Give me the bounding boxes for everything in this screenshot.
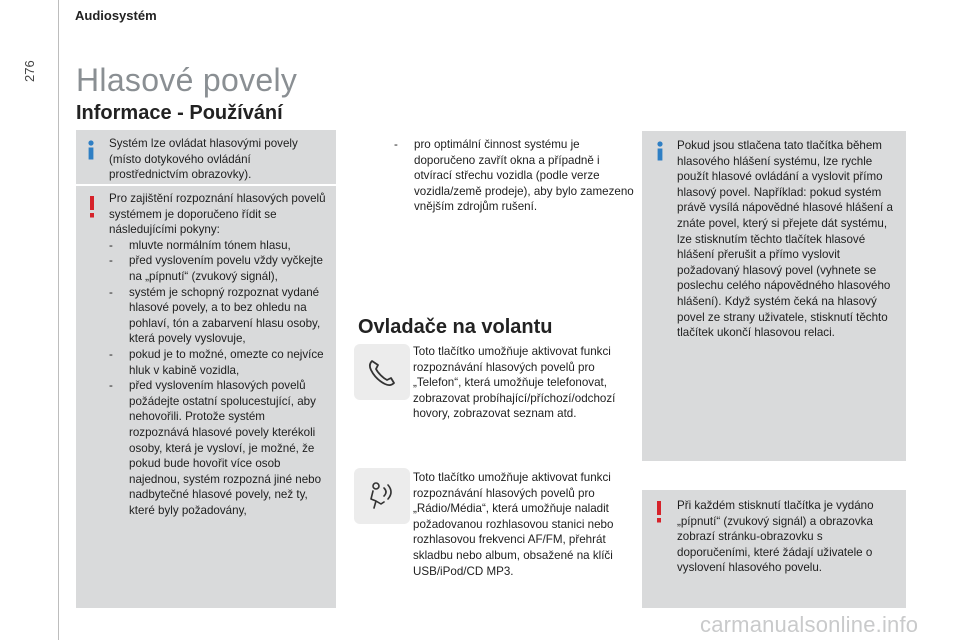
info-icon [84,140,98,160]
info-text: Systém lze ovládat hlasovými povely (místo dotykového ovládání prostřednictvím obrazovky). [109,137,298,182]
warning-block [109,191,327,518]
list-item-text: před vyslovením povelu vždy vyčkejte na „pípnutí“ (zvukový signál), [129,254,323,283]
left-info-box [76,130,336,608]
voice-button-description: Toto tlačítko umožňuje aktivovat funkci rozpoznávání hlasových povelů pro „Rádio/Média“, která umožňuje naladit požadovanou rozhlasovou stanici nebo rozhlasovou frekvenci AF/FM, přehrát skladbu nebo album, obsažené na klíči USB/iPod/CD MP3. [413,471,614,578]
list-item: - před vyslovením hlasových povelů požádejte ostatní spolucestující, aby nehovořili. Protože systém rozpoznává hlasové povely kterékoli osoby, která je vysloví, je možné, že pokud bude hovořit více osob najednou, systém rozpozná jiné nebo nadbytečné hlasové povely, než ty, které byly požadovány, [109,379,322,517]
list-item-text: před vyslovením hlasových povelů požádejte ostatní spolucestující, aby nehovořili. Protože systém rozpoznává hlasové povely kterékoli osoby, která je vysloví, je možné, že pokud bude hovořit více osob najednou, systém rozpozná jiné nebo nadbytečné hlasové povely, než ty, které byly požadovány, [129,379,322,517]
controls-heading: Ovladače na volantu [358,316,553,338]
phone-button-description: Toto tlačítko umožňuje aktivovat funkci rozpoznávání hlasových povelů pro „Telefon“, která umožňuje telefonovat, zobrazovat probíhající/příchozí/odchozí hovory, zobrazovat seznam atd. [413,345,616,421]
list-item-text: mluvte normálním tónem hlasu, [129,238,291,252]
continued-list-item: - pro optimální činnost systému je doporučeno zavřít okna a případně i otvírací střechu vozidla (podle verze vozidla/země prodeje), aby bylo zamezeno vnějším zdrojům rušení. [394,138,634,214]
right-info-text: Pokud jsou stlačena tato tlačítka během hlasového hlášení systému, lze rychle použít hlasové ovládání a vyslovit přímo hlasový povel. Například: pokud systém právě vysílá nápovědné hlasové hlášení a znáte povel, který si přejete dát systému, lze stisknutím těchto tlačítek hlasové hlášení přerušit a přímo vyslovit požadovaný hlasový povel (vyhnete se poslechu celého nápovědného hlasového hlášení). Když systém čeká na hlasový povel ze strany uživatele, stisknutí těchto tlačítek ukončí hlasovou relaci. [677,139,893,340]
voice-command-icon [354,468,410,524]
list-item-text: pokud je to možné, omezte co nejvíce hluk v kabině vozidla, [129,347,324,377]
right-warning-box [642,490,906,608]
list-item-text: pro optimální činnost systému je doporučeno zavřít okna a případně i otvírací střechu vozidla (podle verze vozidla/země prodeje), aby bylo zamezeno vnějším zdrojům rušení. [414,138,634,214]
page-margin-rule [58,0,59,640]
info-heading: Informace - Používání [76,102,283,124]
list-item: - mluvte normálním tónem hlasu, [109,238,291,252]
right-warning-text: Při každém stisknutí tlačítka je vydáno „pípnutí“ (zvukový signál) a obrazovka zobrazí stránku-obrazovku s doporučeními, které žádají uživatele o vyslovení hlasového povelu. [677,499,874,575]
box-divider [76,184,336,186]
info-icon [653,141,667,161]
list-item: - před vyslovením povelu vždy vyčkejte na „pípnutí“ (zvukový signál), [109,254,323,283]
warning-icon [87,196,97,218]
warning-intro: Pro zajištění rozpoznání hlasových povelů systémem je doporučeno řídit se následujícími pokyny: [109,192,326,237]
phone-icon [354,344,410,400]
list-item: - pokud je to možné, omezte co nejvíce hluk v kabině vozidla, [109,347,324,377]
section-header: Audiosystém [75,8,157,23]
page-number: 276 [22,60,37,82]
page-title: Hlasové povely [76,62,298,98]
list-item: - systém je schopný rozpoznat vydané hlasové povely, a to bez ohledu na pohlaví, tón a zabarvení hlasu osoby, která povely vyslovuje, [109,285,321,346]
right-info-box [642,131,906,461]
watermark: carmanualsonline.info [700,612,919,637]
list-item-text: systém je schopný rozpoznat vydané hlasové povely, a to bez ohledu na pohlaví, tón a zabarvení hlasu osoby, která povely vyslovuje, [129,285,321,346]
warning-icon [654,501,664,523]
